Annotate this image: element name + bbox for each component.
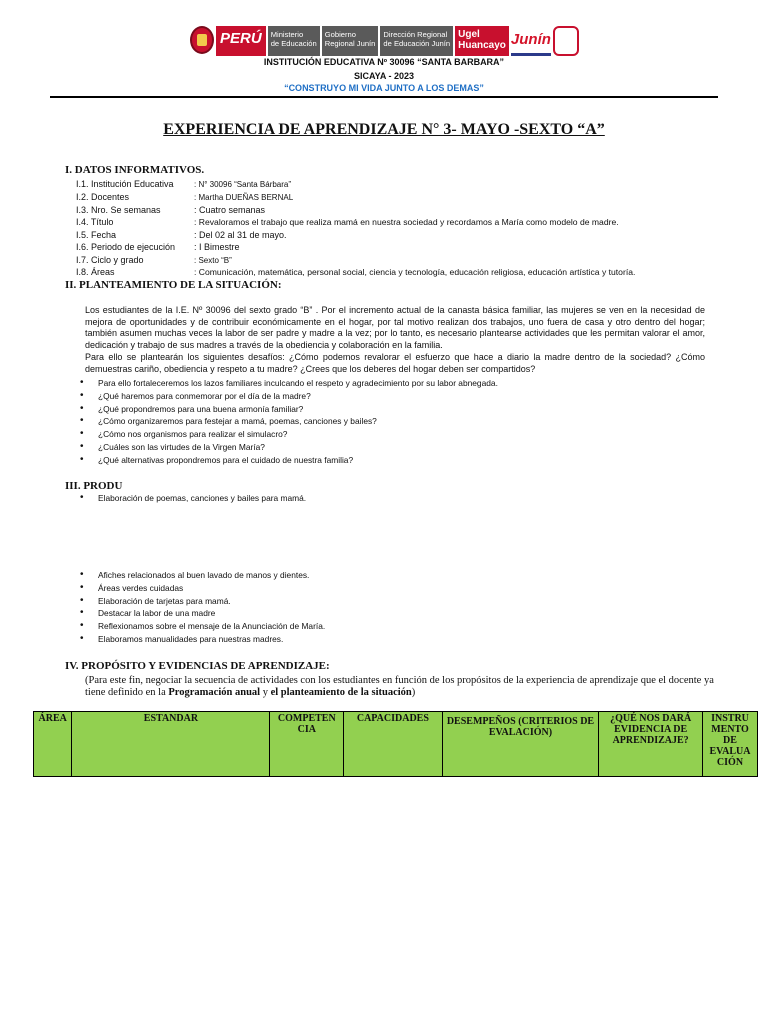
products-list	[80, 569, 325, 646]
table-header-cell: ¿QUÉ NOS DARÁ EVIDENCIA DE APRENDIZAJE?	[599, 712, 703, 777]
table-header-cell: CAPACIDADES	[344, 712, 443, 777]
list-item: • Elaboramos manualidades para nuestras madres.	[80, 633, 325, 646]
document-title: EXPERIENCIA DE APRENDIZAJE N° 3- MAYO -SEXTO “A”	[163, 121, 605, 138]
list-item: • ¿Cuáles son las virtudes de la Virgen María?	[80, 441, 498, 454]
list-item: • Reflexionamos sobre el mensaje de la Anunciación de María.	[80, 620, 325, 633]
table-header-cell: ESTANDAR	[72, 712, 270, 777]
info-value: : Cuatro semanas	[194, 205, 266, 215]
list-item: • ¿Qué propondremos para una buena armonía familiar?	[80, 403, 498, 416]
info-value: : I Bimestre	[194, 242, 240, 252]
list-item: • Destacar la labor de una madre	[80, 607, 325, 620]
list-item: • Para ello fortaleceremos los lazos familiares inculcando el respeto y agradecimiento por su labor abnegada.	[80, 377, 498, 390]
challenges-list	[80, 377, 498, 467]
list-item: • Elaboración de poemas, canciones y bailes para mamá.	[80, 492, 306, 505]
situation-paragraph: Los estudiantes de la I.E. Nº 30096 del sexto grado “B” . Por el incremento actual de la canasta básica familiar, las mujeres se ven en la necesidad de mejora de oportunidades y de contribuir económicamente en el hogar, por tal motivo realizan dos trabajos, uno fuera de casa y otro dentro del hogar; también asumen muchas veces la labor de ser padre y madre a la vez; por lo tanto, es necesario plantearse actividades que les permitan valorar el amor, dedicación y trabajo de sus madres a través de la obediencia y colaboración en la familia.	[85, 305, 705, 350]
ugel-logo: Ugel Huancayo	[455, 26, 509, 56]
table-header-cell: INSTRU MENTO DE EVALUA CIÓN	[702, 712, 757, 777]
info-value: : Comunicación, matemática, personal social, ciencia y tecnología, educación religiosa, educación artística y tutoría.	[194, 267, 636, 277]
info-label: I.5. Fecha	[76, 230, 117, 240]
direccion-logo: Dirección Regional de Educación Junín	[380, 26, 453, 56]
list-item: • Afiches relacionados al buen lavado de manos y dientes.	[80, 569, 325, 582]
list-item: • ¿Qué alternativas propondremos para el cuidado de nuestra familia?	[80, 454, 498, 467]
gobierno-logo: Gobierno Regional Junín	[322, 26, 379, 56]
challenges-paragraph: Para ello se plantearán los siguientes desafíos: ¿Cómo podemos revalorar el esfuerzo que hace a diario la madre dentro de la sociedad? ¿Cómo demuestras cariño, obediencia y respeto a tu madre? ¿Crees que los deberes del hogar deben ser compartidos?	[85, 352, 705, 374]
table-header-row	[34, 712, 758, 777]
peru-logo: PERÚ	[216, 26, 266, 56]
purpose-note: (Para este fin, negociar la secuencia de actividades con los estudiantes en función de los propósitos de la experiencia de aprendizaje que el docente ya tiene definido en la Programación anual y el planteamiento de la situación)	[85, 675, 714, 698]
school-crest-icon	[553, 26, 579, 56]
info-value: : Revaloramos el trabajo que realiza mamá en nuestra sociedad y recordamos a María como modelo de madre.	[194, 217, 619, 227]
national-shield-icon	[190, 26, 214, 54]
table-header-cell: ÁREA	[34, 712, 72, 777]
list-item: • ¿Qué haremos para conmemorar por el día de la madre?	[80, 390, 498, 403]
info-value: : N° 30096 “Santa Bárbara”	[194, 180, 292, 189]
section-4-heading: IV. PROPÓSITO Y EVIDENCIAS DE APRENDIZAJE:	[65, 660, 330, 672]
section-3-heading: III. PRODU	[65, 480, 123, 492]
header-logos	[190, 26, 580, 56]
info-value: : Sexto “B”	[194, 256, 232, 265]
info-value: : Del 02 al 31 de mayo.	[194, 230, 287, 240]
info-label: I.3. Nro. Se semanas	[76, 205, 161, 215]
info-value: : Martha DUEÑAS BERNAL	[194, 193, 294, 202]
section-2-heading: II. PLANTEAMIENTO DE LA SITUACIÓN:	[65, 279, 282, 291]
products-list-top	[80, 492, 306, 505]
table-header-cell: COMPETEN CIA	[270, 712, 344, 777]
info-label: I.6. Periodo de ejecución	[76, 242, 176, 252]
info-label: I.7. Ciclo y grado	[76, 255, 144, 265]
junin-logo: Junín	[511, 26, 551, 56]
school-motto: “CONSTRUYO MI VIDA JUNTO A LOS DEMAS”	[284, 83, 484, 93]
header-divider	[50, 96, 718, 98]
section-1-heading: I. DATOS INFORMATIVOS.	[65, 164, 205, 176]
institution-name: INSTITUCIÓN EDUCATIVA Nº 30096 “SANTA BARBARA”	[263, 57, 505, 67]
info-label: I.2. Docentes	[76, 192, 130, 202]
list-item: • Elaboración de tarjetas para mamá.	[80, 595, 325, 608]
info-label: I.4. Título	[76, 217, 114, 227]
table-header-cell: DESEMPEÑOS (CRITERIOS DE EVALACIÓN)	[442, 712, 599, 777]
list-item: • Áreas verdes cuidadas	[80, 582, 325, 595]
info-label: I.8. Áreas	[76, 267, 115, 277]
evidence-table	[33, 711, 758, 777]
list-item: • ¿Cómo nos organismos para realizar el simulacro?	[80, 428, 498, 441]
info-label: I.1. Institución Educativa	[76, 179, 174, 189]
ministerio-logo: Ministerio de Educación	[268, 26, 320, 56]
list-item: • ¿Cómo organizaremos para festejar a mamá, poemas, canciones y bailes?	[80, 415, 498, 428]
place-year: SICAYA - 2023	[353, 71, 415, 81]
